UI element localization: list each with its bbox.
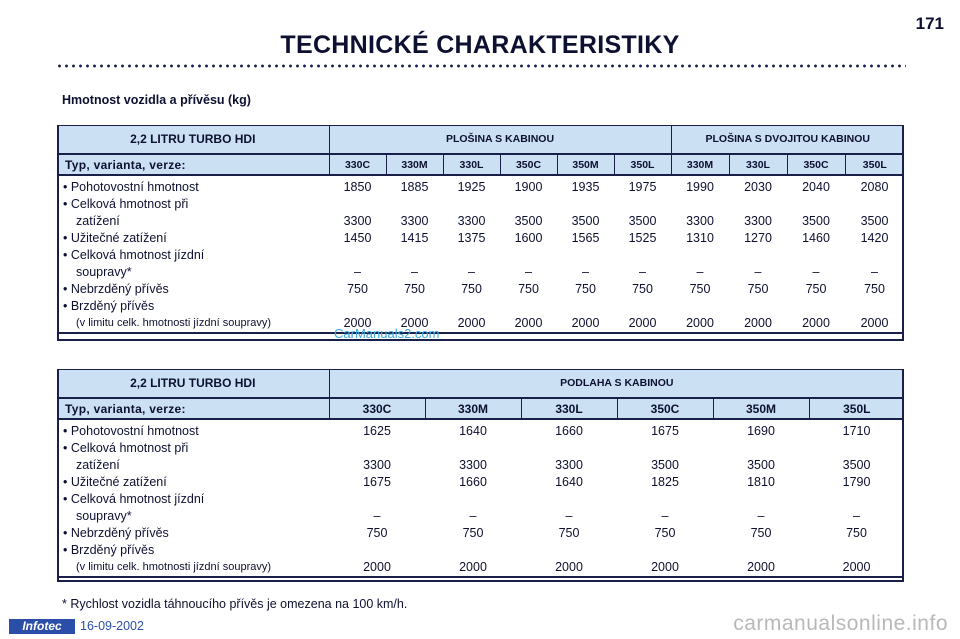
value-cell: 3500	[571, 214, 600, 228]
spacer	[729, 298, 787, 315]
value-cell: 1420	[860, 231, 889, 245]
spacer	[329, 196, 386, 213]
spacer	[671, 298, 729, 315]
value-cell: 1675	[651, 424, 679, 438]
value-cell: –	[468, 265, 475, 279]
value-cell: 1415	[400, 231, 429, 245]
value-cell: 1460	[802, 231, 830, 245]
row-label-continuation: soupravy*	[76, 509, 132, 523]
value-cell: 750	[462, 526, 484, 540]
spacer	[787, 196, 845, 213]
type-code: 350L	[614, 154, 671, 175]
value-cell: 2000	[628, 316, 657, 330]
spacer	[425, 542, 521, 559]
value-cell: 3500	[802, 214, 830, 228]
value-cell: 750	[750, 526, 772, 540]
row-label: • Brzděný přívěs	[63, 543, 155, 557]
row-label: • Celková hmotnost jízdní	[63, 492, 205, 506]
spacer	[443, 247, 500, 264]
spacer	[425, 440, 521, 457]
type-label: Typ, varianta, verze:	[57, 398, 329, 419]
type-label: Typ, varianta, verze:	[57, 154, 329, 175]
page-title: TECHNICKÉ CHARAKTERISTIKY	[280, 31, 680, 59]
value-cell: 3500	[628, 214, 657, 228]
type-code: 330C	[329, 154, 386, 175]
value-cell: 1525	[628, 231, 657, 245]
section-heading: Hmotnost vozidla a přívěsu (kg)	[62, 93, 251, 107]
value-cell: 750	[575, 282, 596, 296]
value-cell: 1825	[651, 475, 679, 489]
spacer	[521, 542, 617, 559]
value-cell: 3500	[842, 458, 871, 472]
value-cell: 750	[747, 282, 769, 296]
value-cell: 2000	[651, 560, 679, 574]
value-column	[713, 419, 809, 577]
page-number: 171	[915, 14, 944, 33]
value-column	[329, 175, 386, 333]
value-column	[617, 419, 713, 577]
value-cell: 750	[558, 526, 580, 540]
spacer	[557, 196, 614, 213]
value-cell: –	[565, 509, 573, 523]
value-cell: 2000	[457, 316, 486, 330]
value-column	[809, 419, 904, 577]
engine-header: 2,2 LITRU TURBO HDI	[57, 369, 329, 398]
value-cell: –	[639, 265, 646, 279]
spacer	[614, 298, 671, 315]
value-cell: 1375	[457, 231, 486, 245]
weight-table-platform-cab	[57, 125, 904, 334]
value-cell: 2000	[363, 560, 391, 574]
row-label: • Užitečné zatížení	[63, 475, 167, 489]
value-cell: 750	[846, 526, 867, 540]
value-cell: 2000	[842, 560, 871, 574]
value-cell: 2000	[555, 560, 583, 574]
value-cell: 1850	[343, 180, 372, 194]
value-column	[386, 175, 443, 333]
title-dotted-rule	[56, 64, 906, 68]
spacer	[809, 542, 904, 559]
spacer	[425, 491, 521, 508]
value-cell: 750	[805, 282, 827, 296]
type-code: 350M	[557, 154, 614, 175]
value-column	[425, 419, 521, 577]
watermark-bottom: carmanualsonline.info	[733, 612, 948, 635]
value-cell: 2000	[400, 316, 429, 330]
spacer	[329, 440, 425, 457]
value-cell: 3300	[400, 214, 429, 228]
value-column	[787, 175, 845, 333]
value-cell: 2000	[744, 316, 772, 330]
spacer	[386, 196, 443, 213]
spacer	[809, 440, 904, 457]
value-column	[614, 175, 671, 333]
value-cell: 2000	[514, 316, 543, 330]
value-cell: 750	[347, 282, 368, 296]
spacer	[729, 247, 787, 264]
row-label: • Nebrzděný přívěs	[63, 526, 169, 540]
spacer	[329, 491, 425, 508]
row-label: • Pohotovostní hmotnost	[63, 180, 199, 194]
value-cell: 2000	[802, 316, 830, 330]
spacer	[845, 298, 904, 315]
value-column	[329, 419, 425, 577]
value-cell: 3300	[457, 214, 486, 228]
row-label-continuation: (v limitu celk. hmotnosti jízdní soupravy)	[76, 561, 272, 573]
value-cell: 3300	[459, 458, 487, 472]
spacer	[617, 491, 713, 508]
value-cell: 3500	[860, 214, 889, 228]
value-cell: 1790	[842, 475, 871, 489]
value-column	[521, 419, 617, 577]
value-cell: 1935	[571, 180, 600, 194]
spacer	[787, 247, 845, 264]
type-code: 350C	[617, 398, 713, 419]
spacer	[500, 247, 557, 264]
value-cell: 1690	[747, 424, 775, 438]
spacer	[671, 196, 729, 213]
type-code: 350C	[500, 154, 557, 175]
value-cell: 2000	[343, 316, 372, 330]
value-cell: 3500	[747, 458, 775, 472]
footnote: * Rychlost vozidla táhnoucího přívěs je omezena na 100 km/h.	[62, 597, 408, 611]
value-cell: 1270	[744, 231, 772, 245]
row-label-continuation: zatížení	[76, 458, 120, 472]
value-column	[500, 175, 557, 333]
value-cell: 3300	[343, 214, 372, 228]
type-code: 330M	[425, 398, 521, 419]
value-column	[729, 175, 787, 333]
row-labels	[57, 419, 329, 577]
row-label: • Užitečné zatížení	[63, 231, 167, 245]
value-cell: 750	[632, 282, 653, 296]
value-cell: 1660	[459, 475, 487, 489]
group-header-platform-double-cab: PLOŠINA S DVOJITOU KABINOU	[671, 125, 904, 154]
type-code: 350M	[713, 398, 809, 419]
value-cell: 2000	[747, 560, 775, 574]
spacer	[713, 542, 809, 559]
type-code: 350L	[809, 398, 904, 419]
spacer	[521, 440, 617, 457]
row-label-continuation: soupravy*	[76, 265, 132, 279]
spacer	[845, 247, 904, 264]
value-cell: –	[354, 265, 361, 279]
spacer	[557, 298, 614, 315]
type-code: 350C	[787, 154, 845, 175]
type-code: 330L	[729, 154, 787, 175]
value-cell: 2000	[860, 316, 889, 330]
spacer	[617, 440, 713, 457]
spacer	[386, 247, 443, 264]
value-cell: –	[411, 265, 418, 279]
value-cell: –	[661, 509, 669, 523]
spacer	[671, 247, 729, 264]
value-cell: 1810	[747, 475, 775, 489]
value-cell: 1710	[842, 424, 871, 438]
row-label: • Celková hmotnost při	[63, 197, 189, 211]
spacer	[713, 491, 809, 508]
value-cell: 1975	[628, 180, 657, 194]
row-label: • Nebrzděný přívěs	[63, 282, 169, 296]
value-cell: 3300	[686, 214, 714, 228]
value-cell: 2040	[802, 180, 830, 194]
value-cell: 3300	[555, 458, 583, 472]
spacer	[521, 491, 617, 508]
value-cell: 1640	[555, 475, 583, 489]
value-cell: 750	[689, 282, 711, 296]
spacer	[443, 196, 500, 213]
spacer	[713, 440, 809, 457]
spacer	[329, 298, 386, 315]
group-header-floor-cab: PODLAHA S KABINOU	[329, 369, 904, 398]
row-label: • Celková hmotnost jízdní	[63, 248, 205, 262]
spacer	[614, 196, 671, 213]
value-cell: 1310	[686, 231, 714, 245]
row-label-continuation: (v limitu celk. hmotnosti jízdní soupravy)	[76, 317, 272, 329]
type-code: 330M	[671, 154, 729, 175]
value-cell: –	[757, 509, 765, 523]
spacer	[500, 196, 557, 213]
spacer	[329, 247, 386, 264]
spacer	[500, 298, 557, 315]
spacer	[787, 298, 845, 315]
weight-table-floor-cab	[57, 369, 904, 578]
brand-logo: Infotec	[9, 619, 75, 634]
value-cell: 750	[366, 526, 388, 540]
value-cell: 1885	[400, 180, 429, 194]
type-code: 330M	[386, 154, 443, 175]
spacer	[845, 196, 904, 213]
spacer	[729, 196, 787, 213]
row-label: • Celková hmotnost při	[63, 441, 189, 455]
value-cell: 750	[404, 282, 425, 296]
value-cell: 2030	[744, 180, 772, 194]
row-label: • Pohotovostní hmotnost	[63, 424, 199, 438]
value-column	[671, 175, 729, 333]
row-labels	[57, 175, 329, 333]
value-cell: 1900	[514, 180, 543, 194]
spacer	[617, 542, 713, 559]
value-cell: 2000	[571, 316, 600, 330]
value-column	[557, 175, 614, 333]
value-cell: 2080	[860, 180, 889, 194]
type-code: 350L	[845, 154, 904, 175]
value-cell: 1925	[457, 180, 486, 194]
value-column	[845, 175, 904, 333]
value-cell: –	[525, 265, 532, 279]
value-cell: 2000	[459, 560, 487, 574]
value-cell: 1625	[363, 424, 391, 438]
value-cell: 750	[654, 526, 676, 540]
value-cell: 3300	[363, 458, 391, 472]
value-cell: 2000	[686, 316, 714, 330]
value-cell: 1450	[343, 231, 372, 245]
spacer	[614, 247, 671, 264]
watermark-top: CarManuals2.com	[334, 326, 440, 341]
value-cell: –	[853, 509, 860, 523]
value-cell: 1990	[686, 180, 714, 194]
footer-bar	[0, 612, 960, 639]
value-cell: –	[754, 265, 762, 279]
value-cell: –	[812, 265, 820, 279]
value-cell: 3500	[514, 214, 543, 228]
value-cell: –	[871, 265, 878, 279]
value-cell: 1660	[555, 424, 583, 438]
value-cell: 3300	[744, 214, 772, 228]
value-cell: 750	[864, 282, 885, 296]
value-cell: –	[469, 509, 477, 523]
value-cell: 1675	[363, 475, 391, 489]
engine-header: 2,2 LITRU TURBO HDI	[57, 125, 329, 154]
value-cell: 1565	[571, 231, 600, 245]
type-code: 330C	[329, 398, 425, 419]
spacer	[443, 298, 500, 315]
row-label: • Brzděný přívěs	[63, 299, 155, 313]
value-column	[443, 175, 500, 333]
spacer	[809, 491, 904, 508]
value-cell: 750	[518, 282, 539, 296]
spacer	[329, 542, 425, 559]
value-cell: 1640	[459, 424, 487, 438]
value-cell: 1600	[514, 231, 543, 245]
group-header-platform-cab: PLOŠINA S KABINOU	[329, 125, 671, 154]
type-code: 330L	[521, 398, 617, 419]
value-cell: –	[582, 265, 589, 279]
value-cell: –	[373, 509, 381, 523]
value-cell: 750	[461, 282, 482, 296]
type-code: 330L	[443, 154, 500, 175]
spacer	[386, 298, 443, 315]
value-cell: 3500	[651, 458, 679, 472]
row-label-continuation: zatížení	[76, 214, 120, 228]
print-date: 16-09-2002	[80, 619, 144, 633]
value-cell: –	[696, 265, 704, 279]
spacer	[557, 247, 614, 264]
